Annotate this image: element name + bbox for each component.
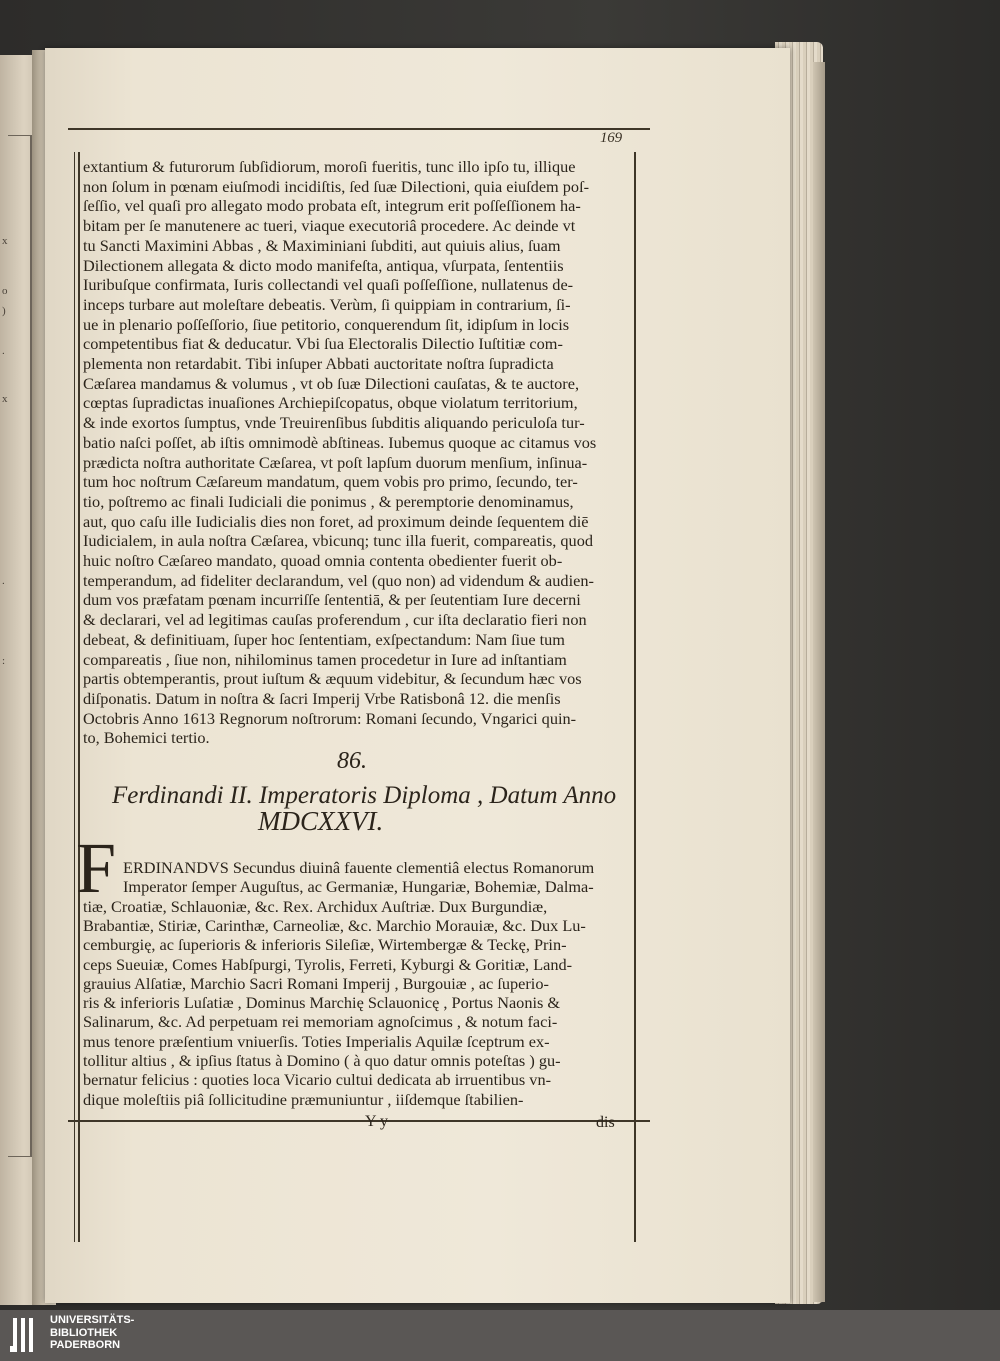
text-line: & declarari, vel ad legitimas cauſas proferendum , cur iſta declaratio fieri non — [83, 610, 587, 630]
text-line: cœptas ſupradictas inuaſiones Archiepiſcopatus, obque violatum territorium, — [83, 393, 578, 413]
text-line: ſeſſio, vel quaſi pro allegato modo probata eſt, integrum erit poſſeſſionem ha- — [83, 196, 581, 216]
page-number: 169 — [600, 130, 622, 146]
catchword: dis — [596, 1114, 615, 1131]
section-number: 86. — [337, 748, 367, 774]
library-logo-text — [50, 1314, 134, 1352]
text-line: huic noſtro Cæſareo mandato, quoad omnia contenta obedienter fuerit ob- — [83, 551, 563, 570]
text-line: competentibus fiat & deducatur. Vbi ſua Electoralis Dilectio Iuſtitiæ com- — [83, 334, 563, 354]
header-rule — [68, 128, 650, 130]
text-line: ris & inferioris Luſatiæ , Dominus Marchię Sclauonicę , Portus Naonis & — [83, 993, 561, 1013]
text-line: bernatur felicius : quoties loca Vicario cultui dedicata ab irruentibus vn- — [83, 1070, 552, 1090]
text-line: Iudicialem, in aula noſtra Cæſarea, vbicunq; tunc illa fuerit, compareatis, quod — [83, 531, 593, 551]
text-line: to, Bohemici tertio. — [83, 728, 210, 748]
text-line: Octobris Anno 1613 Regnorum noſtrorum: Romani ſecundo, Vngarici quin- — [83, 708, 577, 728]
text-line: dique moleſtiis piâ ſollicitudine præmuniuntur , iiſdemque ſtabilien- — [83, 1089, 524, 1109]
section-title: Ferdinandi II. Imperatoris Diploma , Datum Anno — [112, 782, 617, 809]
text-line: Brabantiæ, Stiriæ, Carinthæ, Carneoliæ, &c. Marchio Morauiæ, &c. Dux Lu- — [83, 915, 586, 935]
text-line: non ſolum in pœnam eiuſmodi incidiſtis, ſed ſuæ Dilectioni, quia eiuſdem poſ- — [83, 176, 590, 196]
footer-rule — [68, 1120, 650, 1122]
text-line: aut, quo caſu ille Iudicialis dies non foret, ad proximum deinde ſequentem diē — [83, 511, 589, 531]
text-line: mus tenore præſentium vniuerſis. Toties Imperialis Aquilæ ſceptrum ex- — [83, 1031, 550, 1051]
text-line: cemburgię, ac ſuperioris & inferioris Sileſiæ, Wirtembergæ & Teckę, Prin- — [83, 935, 567, 955]
text-line: ERDINANDVS Secundus diuinâ fauente clementiâ electus Romanorum — [123, 858, 595, 877]
text-line: batio naſci poſſet, ab iſtis omnimodè abſtineas. Iubemus quoque ac citamus vos — [83, 432, 597, 452]
text-line: debeat, & definitiuam, ſuper hoc ſententiam, exſpectandum: Nam ſiue tum — [83, 629, 565, 649]
text-line: Iuribuſque confirmata, Iuris collectandi vel quaſi poſſeſſione, nullatenus de- — [83, 275, 574, 295]
text-line: inceps turbare aut moleſtare debeatis. Verùm, ſi quippiam in contrarium, ſi- — [83, 294, 571, 314]
text-line: ceps Sueuiæ, Comes Habſpurgi, Tyrolis, Ferreti, Kyburgi & Goritiæ, Land- — [83, 954, 573, 974]
logo-line-2: BIBLIOTHEK — [50, 1326, 118, 1339]
text-line: tiæ, Croatiæ, Schlauoniæ, &c. Rex. Archidux Auſtriæ. Dux Burgundiæ, — [83, 896, 548, 916]
text-line: tollitur altius , & ipſius ſtatus à Domino ( à quo datur omnis poteſtas ) gu- — [83, 1051, 561, 1070]
text-line: partis obtemperantis, prout iuſtum & æquum videbitur, & ſecundum hæc vos — [83, 669, 582, 689]
left-border-thin — [74, 152, 75, 1242]
signature-mark: Y y — [365, 1113, 388, 1130]
text-line: bitam per ſe manutenere ac tueri, viaque executoriâ procedere. Ac deinde vt — [83, 216, 576, 236]
text-line: extantium & futurorum ſubſidiorum, moroſi fueritis, tunc illo ipſo tu, illique — [83, 157, 576, 176]
text-line: diſponatis. Datum in noſtra & ſacri Imperij Vrbe Ratisbonâ 12. die menſis — [83, 688, 561, 708]
text-line: tum hoc noſtrum Cæſareum mandatum, quem vobis pro primo, ſecundo, ter- — [83, 472, 578, 492]
logo-line-3: PADERBORN — [50, 1339, 121, 1351]
library-logo-icon — [10, 1316, 40, 1354]
text-line: & inde exortos ſumptus, vnde Treuirenſibus ſubditis aliquando periculoſa tur- — [83, 413, 585, 433]
text-line: tio, poſtremo ac finali Iudiciali die ponimus , & peremptorie denominamus, — [83, 491, 574, 511]
text-line: Salinarum, &c. Ad perpetuam rei memoriam agnoſcimus , & notum faci- — [83, 1012, 558, 1032]
text-line: prædicta noſtra authoritate Cæſarea, vt poſt lapſum duorum menſium, inſinua- — [83, 452, 588, 472]
drop-cap: F — [76, 828, 117, 908]
text-line: temperandum, ad fideliter declarandum, vel (quo non) ad videndum & audien- — [83, 570, 594, 590]
text-line: Dilectionem allegata & dicto modo manifeſta, antiqua, vſurpata, ſententiis — [83, 255, 564, 275]
text-line: grauius Alſatiæ, Marchio Sacri Romani Imperij , Burgouiæ , ac ſuperio- — [83, 973, 549, 993]
text-line: ue in plenario poſſeſſorio, ſiue petitorio, conquerendum ſit, idipſum in locis — [83, 314, 570, 334]
left-border — [78, 152, 80, 1242]
text-line: compareatis , ſiue non, nihilominus tamen procedetur in Iure ad inſtantiam — [83, 649, 567, 669]
text-line: tu Sancti Maximini Abbas , & Maximiniani ſubditi, aut quiuis alius, ſuam — [83, 235, 561, 255]
section-title-year: MDCXXVI. — [258, 806, 384, 836]
left-page-edge: x o ) . x . : — [0, 55, 40, 1305]
text-line: Cæſarea mandamus & volumus , vt ob ſuæ Dilectioni cauſatas, & te auctore, — [83, 373, 580, 393]
text-line: dum vos præfatam pœnam incurriſſe ſententiā, & per ſeutentiam Iure decerni — [83, 590, 581, 610]
logo-line-1: UNIVERSITÄTS- — [50, 1314, 135, 1326]
right-border — [634, 152, 636, 1242]
text-line: Imperator ſemper Auguſtus, ac Germaniæ, Hungariæ, Bohemiæ, Dalma- — [123, 877, 594, 897]
footer-bar — [0, 1310, 1000, 1361]
text-line: plementa non retardabit. Tibi inſuper Abbati auctoritate noſtra ſupradicta — [83, 354, 554, 373]
